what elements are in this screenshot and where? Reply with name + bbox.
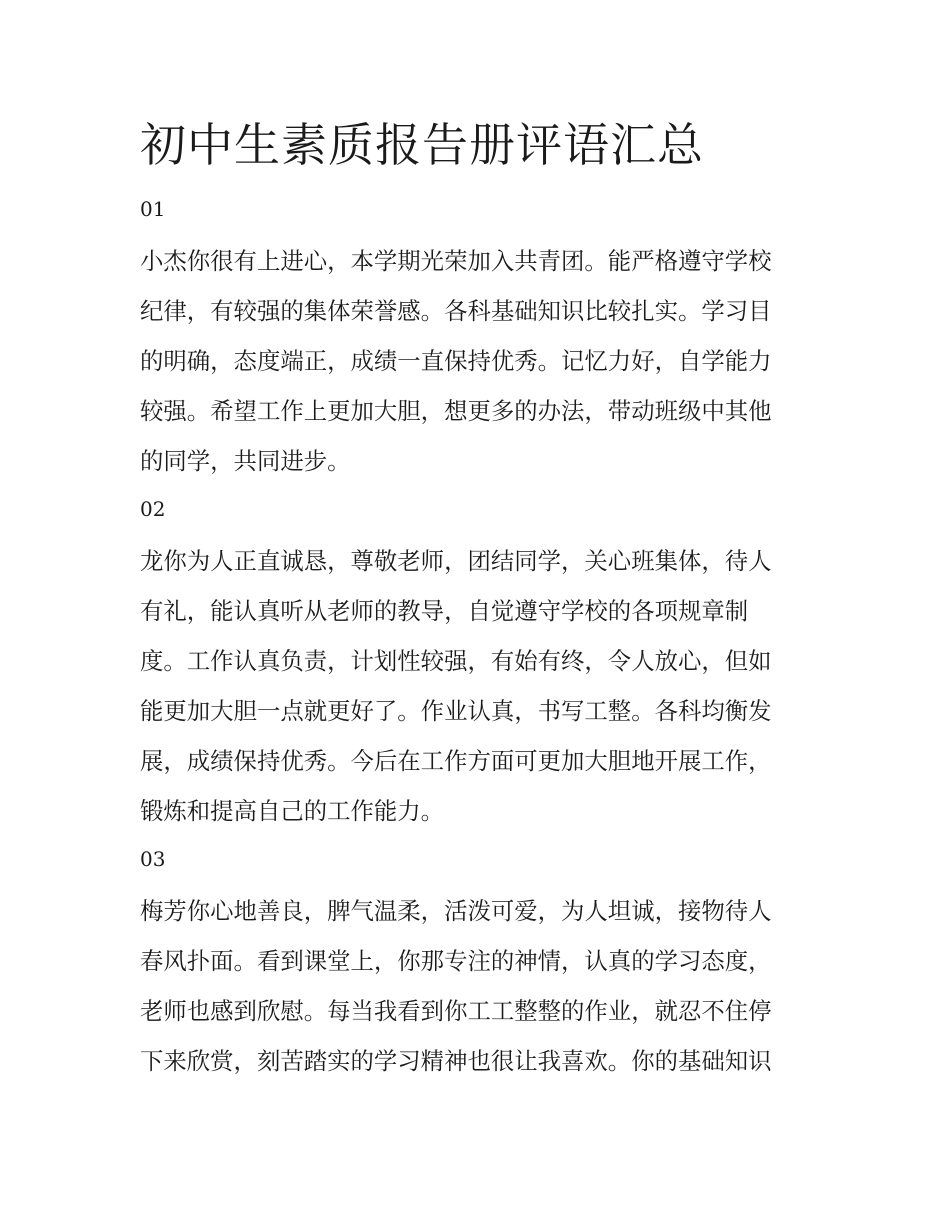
text-line: 纪律，有较强的集体荣誉感。各科基础知识比较扎实。学习目 [140,297,772,325]
text-line: 锻炼和提高自己的工作能力。 [140,797,445,825]
entry-number: 01 [140,197,166,221]
text-line: 下来欣赏，刻苦踏实的学习精神也很让我喜欢。你的基础知识 [140,1047,772,1075]
text-line: 度。工作认真负责，计划性较强，有始有终，令人放心，但如 [140,647,772,675]
entry-text [140,886,816,1086]
text-line: 的明确，态度端正，成绩一直保持优秀。记忆力好，自学能力 [140,347,772,375]
entry-number: 03 [140,847,166,871]
entry-number: 02 [140,497,166,521]
text-line: 老师也感到欣慰。每当我看到你工工整整的作业，就忍不住停 [140,997,772,1025]
text-line: 有礼，能认真听从老师的教导，自觉遵守学校的各项规章制 [140,597,749,625]
entry-text [140,536,816,836]
text-line: 梅芳你心地善良，脾气温柔，活泼可爱，为人坦诚，接物待人 [140,897,772,925]
text-line: 春风扑面。看到课堂上，你那专注的神情，认真的学习态度， [140,947,772,975]
text-line: 龙你为人正直诚恳，尊敬老师，团结同学，关心班集体，待人 [140,547,772,575]
text-line: 小杰你很有上进心，本学期光荣加入共青团。能严格遵守学校 [140,247,772,275]
document-title: 初中生素质报告册评语汇总 [140,118,704,172]
text-line: 的同学，共同进步。 [140,447,351,475]
text-line: 较强。希望工作上更加大胆，想更多的办法，带动班级中其他 [140,397,772,425]
comment-entry-02 [140,492,816,836]
comment-entry-01 [140,192,816,486]
document-page [140,112,816,1092]
text-line: 展，成绩保持优秀。今后在工作方面可更加大胆地开展工作， [140,747,772,775]
text-line: 能更加大胆一点就更好了。作业认真，书写工整。各科均衡发 [140,697,772,725]
comment-entry-03 [140,842,816,1086]
entry-text [140,236,816,486]
